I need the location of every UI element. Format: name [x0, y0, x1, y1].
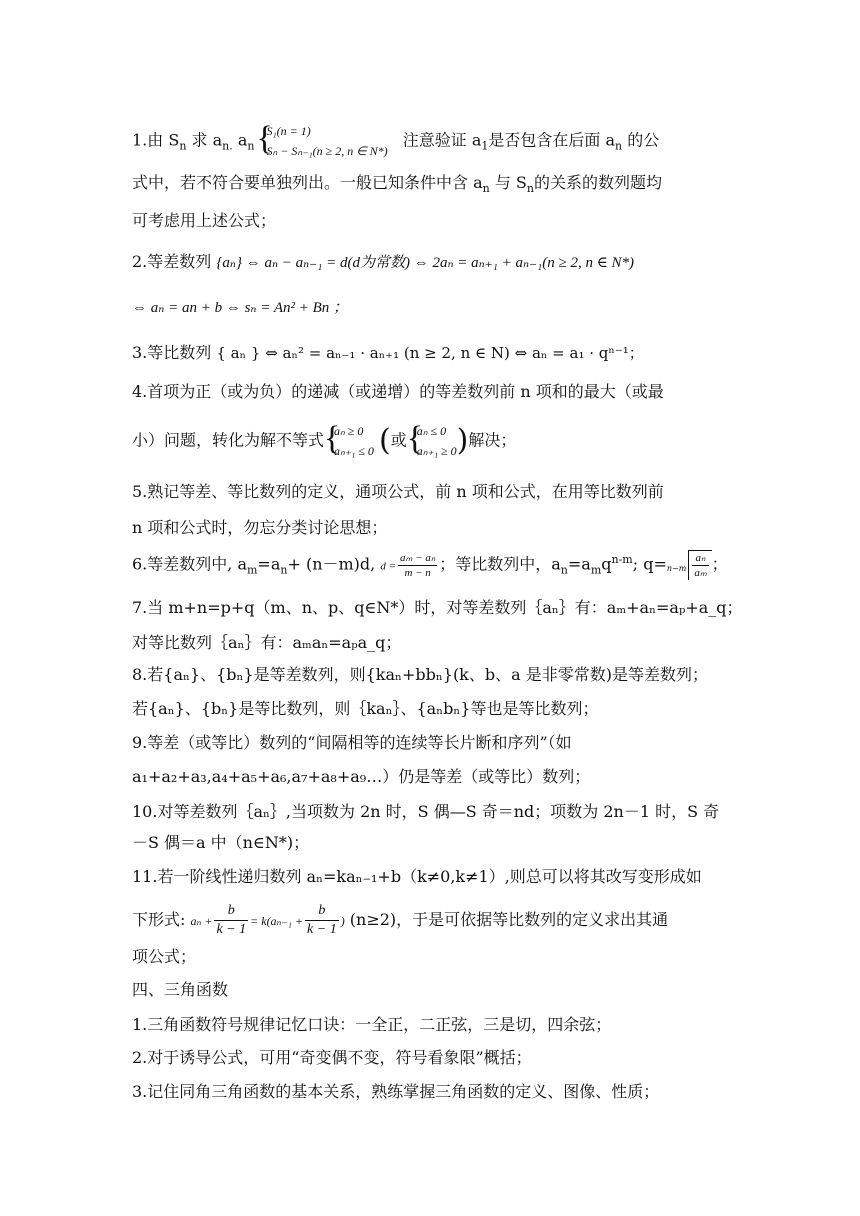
text: = k(aₙ₋₁ + [250, 914, 304, 928]
numerator: aₙ [692, 551, 708, 566]
denominator: m − n [404, 566, 431, 579]
text: ；等比数列中，a [439, 554, 561, 574]
ineq: { aₙ ≤ 0 [416, 424, 447, 438]
text: ; q= [632, 554, 667, 574]
root-index: n−m [666, 564, 687, 573]
item-5-line-1: 5.熟记等差、等比数列的定义，通项公式，前 n 项和公式，在用等比数列前 [132, 482, 664, 501]
item-1-line-2: 式中，若不符合要单独列出。一般已知条件中含 $a_n$ 与 $S_n$的关系的数列题均 [132, 173, 662, 196]
item-3-line [132, 342, 644, 364]
section-4-item-3: 3.记住同角三角函数的基本关系，熟练掌握三角函数的定义、图像、性质； [132, 1082, 660, 1101]
item-6-line: 6.等差数列中, $a_m=a_n+ (n-m)d$, d = $\frac{\text{aₘ − aₙ}}{m - n}$ ；等比数列中，$a_n=a_mq^{n-m}$; q=n−m $\frac{\text{aₙ}}{\text{aₘ}}$ ； [132, 551, 728, 579]
numerator: b [214, 902, 248, 921]
text: d = [380, 560, 397, 573]
section-4-title: 四、三角函数 [132, 980, 229, 999]
case-2: Sₙ − Sₙ₋₁(n ≥ 2, n ∈ N*) [266, 144, 388, 158]
formula: {aₙ} ⇔ aₙ − aₙ₋₁ = d(d为常数) ⇔ 2aₙ = aₙ₊₁ + aₙ₋₁(n ≥ 2, n ∈ N*) [216, 255, 635, 271]
text: 求 a [186, 130, 223, 150]
item-1-line-3: 可考虑用上述公式； [132, 211, 277, 230]
text: a [232, 130, 248, 150]
inequality-system-1 [324, 421, 374, 461]
item-5-line-2: n 项和公式时，勿忘分类讨论思想； [132, 518, 388, 537]
text: ； [711, 554, 728, 574]
item-10-line-2: －S 偶＝a 中（n∈N*)； [132, 833, 310, 852]
denominator: k − 1 [216, 922, 247, 937]
section-4-item-1: 1.三角函数符号规律记忆口诀：一全正，二正弦，三是切，四余弦； [132, 1015, 612, 1034]
text: q [601, 554, 612, 574]
numerator: aₘ − aₙ [400, 551, 436, 564]
denominator: k − 1 [307, 922, 337, 937]
text: 6.等差数列中, a [132, 554, 247, 574]
item-9-line-2: a₁+a₂+a₃,a₄+a₅+a₆,a₇+a₈+a₉…）仍是等差（或等比）数列； [132, 767, 591, 786]
text: n-m [611, 553, 633, 567]
item-4-line-1: 4.首项为正（或为负）的递减（或递增）的等差数列前 n 项和的最大（或最 [132, 382, 664, 401]
text: 与 S [494, 173, 527, 192]
piecewise-formula [256, 121, 387, 161]
text: 3.等比数列 [132, 343, 212, 362]
item-11-line-1: 11.若一阶线性递归数列 aₙ=kaₙ₋₁+b（k≠0,k≠1）,则总可以将其改写变形成如 [132, 867, 702, 886]
text: 式中，若不符合要单独列出。一般已知条件中含 a [132, 173, 483, 192]
ineq: { aₙ ≥ 0 [334, 424, 364, 438]
text: aₙ + [190, 914, 213, 928]
case-1: { S₁(n = 1) [266, 124, 311, 138]
item-11-line-3: 项公式； [132, 947, 197, 966]
text: 解决； [468, 430, 517, 450]
formula: { aₙ } ⇔ aₙ² = aₙ₋₁ · aₙ₊₁ (n ≥ 2, n ∈ N) ⇔ aₙ = a₁ · qⁿ⁻¹； [216, 344, 644, 362]
text: =a [567, 554, 591, 574]
item-2-line-1 [132, 251, 634, 274]
denominator: aₘ [694, 567, 707, 579]
ineq: aₙ₊₁ ≤ 0 [334, 444, 374, 458]
text: 注意验证 a [402, 130, 482, 150]
item-9-line-1: 9.等差（或等比）数列的“间隔相等的连续等长片断和序列”（如 [132, 733, 572, 752]
section-4-item-2: 2.对于诱导公式，可用“奇变偶不变，符号看象限”概括； [132, 1048, 532, 1067]
ineq: aₙ₊₁ ≥ 0 [416, 444, 457, 458]
text: (n≥2)，于是可依据等比数列的定义求出其通 [349, 910, 669, 929]
text: 下形式: [132, 910, 186, 929]
text: 2.等差数列 [132, 252, 212, 271]
text: 的公 [622, 130, 660, 150]
inequality-system-2 [407, 421, 457, 461]
item-7-line-1: 7.当 m+n=p+q（m、n、p、q∈N*）时，对等差数列｛aₙ｝有：aₘ+aₙ=aₚ+a_q； [132, 598, 743, 617]
fraction-b-over-k-minus-1-2 [305, 902, 339, 939]
item-11-line-2 [132, 902, 668, 939]
text: 是否包含在后面 a [488, 130, 616, 150]
text: 或 [390, 430, 407, 450]
common-difference-fraction [398, 551, 437, 580]
numerator: b [305, 902, 339, 921]
item-1-line-1: 1.由 $S_n$ 求 $a_{n.}$ $a_n$ { S₁(n = 1) Sₙ − Sₙ₋₁(n ≥ 2, n ∈ N*) 注意验证 $a_1$是否包含在后面 $a_n$ 的公 [132, 121, 659, 161]
item-4-line-2: 小）问题，转化为解不等式 { aₙ ≥ 0 aₙ₊₁ ≤ 0 (或 { aₙ ≤ 0 aₙ₊₁ ≥ 0 )解决； [132, 421, 516, 461]
item-2-line-2: ⇔ aₙ = an + b ⇔ sₙ = An² + Bn ； [132, 300, 349, 316]
text: 的关系的数列题均 [533, 173, 662, 192]
text: ) [340, 914, 345, 928]
item-8-line-2: 若{aₙ}、{bₙ}是等比数列，则｛kaₙ｝、{aₙbₙ}等也是等比数列； [132, 699, 599, 718]
item-8-line-1: 8.若{aₙ}、{bₙ}是等差数列，则{kaₙ+bbₙ}(k、b、a 是非零常数)是等差数列； [132, 665, 708, 684]
text: 小）问题，转化为解不等式 [132, 430, 325, 450]
ratio-root [667, 550, 712, 580]
text: 1.由 S [132, 130, 180, 150]
text: + (n－m)d, [287, 554, 376, 574]
fraction-b-over-k-minus-1 [214, 902, 248, 939]
item-10-line-1: 10.对等差数列｛aₙ｝,当项数为 2n 时，S 偶—S 奇＝nd；项数为 2n－1 时，S 奇 [132, 802, 720, 821]
item-7-line-2: 对等比数列｛aₙ｝有：aₘaₙ=aₚa_q； [132, 633, 402, 652]
text: =a [257, 554, 281, 574]
